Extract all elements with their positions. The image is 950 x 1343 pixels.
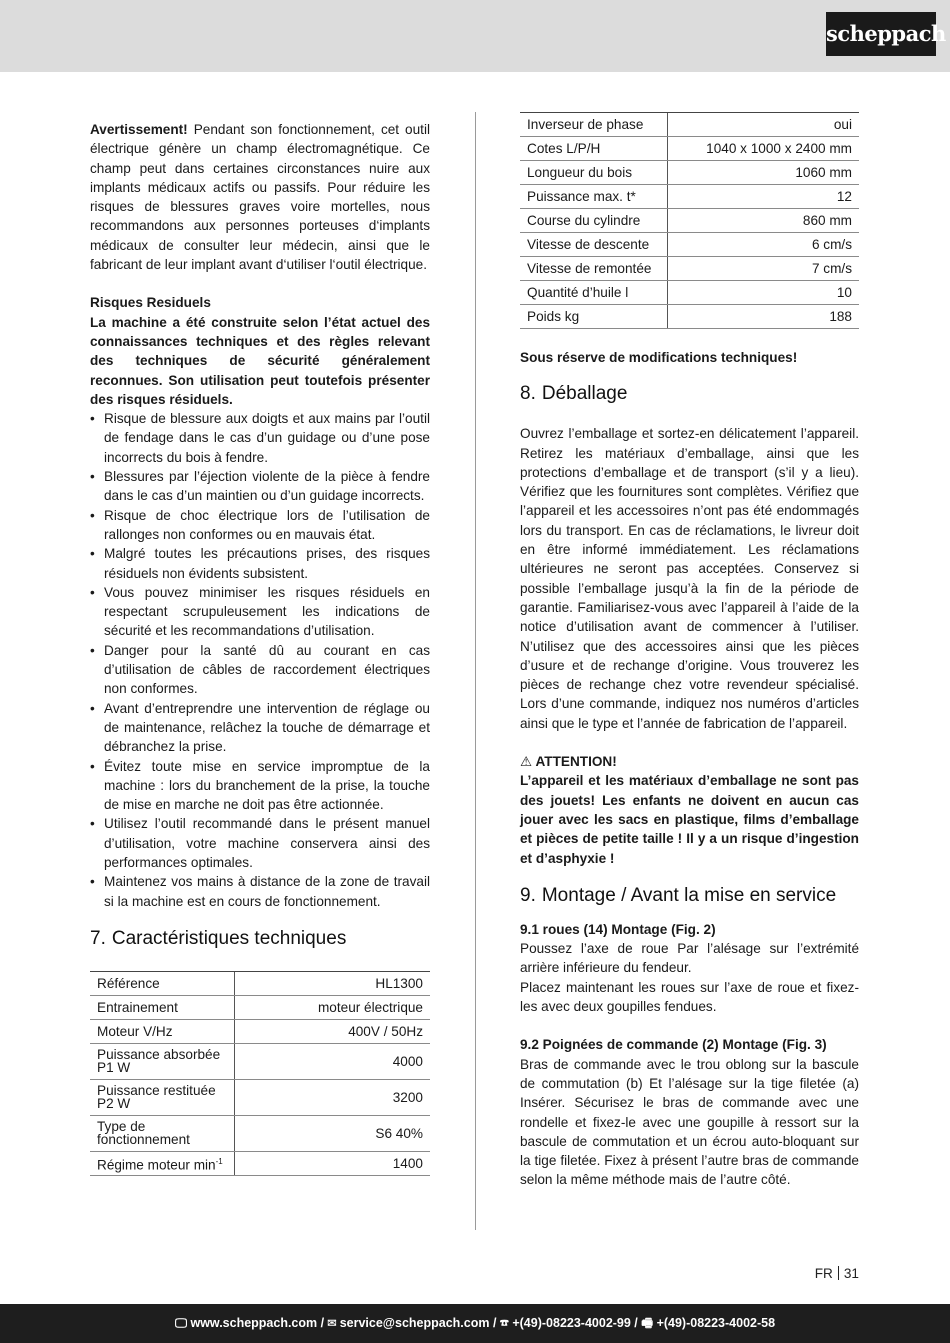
warning-triangle-icon: ⚠ bbox=[520, 754, 533, 770]
residual-list bbox=[90, 409, 430, 911]
speed-label: Régime moteur min bbox=[97, 1157, 216, 1173]
phone-icon: ☎ bbox=[499, 1316, 509, 1330]
footer-fax: +(49)-08223-4002-58 bbox=[656, 1316, 776, 1330]
column-divider bbox=[475, 112, 476, 1230]
table-row bbox=[90, 1151, 430, 1175]
table-row bbox=[520, 305, 859, 329]
page-lang: FR bbox=[814, 1266, 833, 1281]
header-bar bbox=[0, 0, 950, 72]
footer-web: www.scheppach.com / bbox=[190, 1316, 325, 1330]
list-item: • Risque de blessure aux doigts et aux mains par l’outil de fendage dans le cas d’un guidage ou d’une pose incorrects du bois à fendre. bbox=[90, 409, 430, 467]
spec-label: Type de fonctionnement bbox=[90, 1115, 235, 1151]
spec-label: Entrainement bbox=[90, 995, 235, 1019]
spec-value: 12 bbox=[668, 185, 860, 209]
attention-text: L’appareil et les matériaux d’emballage ne sont pas des jouets! Les enfants ne doivent en aucun cas jouer avec les sacs en plastique, films d’emballage et pièces de petite taille ! Il y a un risque d’ingestion et d’asphyxie ! bbox=[520, 773, 859, 866]
subsection-9-2-title: 9.2 Poignées de commande (2) Montage (Fig. 3) bbox=[520, 1037, 827, 1053]
envelope-icon: ✉ bbox=[327, 1316, 337, 1330]
table-row bbox=[520, 233, 859, 257]
section-7-heading bbox=[90, 927, 430, 951]
residual-title: Risques Residuels bbox=[90, 295, 211, 311]
fax-icon: 🖷 bbox=[641, 1316, 654, 1330]
scheppach-logo: scheppach bbox=[826, 12, 936, 56]
spec-label: Longueur du bois bbox=[520, 161, 668, 185]
spec-value: HL1300 bbox=[235, 971, 431, 995]
page-separator bbox=[838, 1266, 839, 1280]
spec-value: 4000 bbox=[235, 1043, 431, 1079]
speed-sup: -1 bbox=[215, 1157, 223, 1167]
subsection-9-1-text-2: Placez maintenant les roues sur l’axe de roue et fixez-les avec deux goupilles fendues. bbox=[520, 979, 859, 1015]
attention-title: ATTENTION! bbox=[535, 754, 617, 770]
spec-label: Moteur V/Hz bbox=[90, 1019, 235, 1043]
spec-value: 3200 bbox=[235, 1079, 431, 1115]
section-9-number: 9. bbox=[520, 884, 536, 906]
spec-label: Poids kg bbox=[520, 305, 668, 329]
spec-label: Puissance restituée P2 W bbox=[90, 1079, 235, 1115]
spec-value: 10 bbox=[668, 281, 860, 305]
spec-value: 6 cm/s bbox=[668, 233, 860, 257]
spec-label: Inverseur de phase bbox=[520, 113, 668, 137]
list-item: • Danger pour la santé dû au courant en cas d’utilisation de câbles de raccordement électriques non conformes. bbox=[90, 641, 430, 699]
spec-table-right bbox=[520, 112, 859, 329]
list-item: • Malgré toutes les précautions prises, des risques résiduels non évidents subsistent. bbox=[90, 544, 430, 583]
table-row bbox=[520, 137, 859, 161]
table-row bbox=[520, 113, 859, 137]
spec-value: S6 40% bbox=[235, 1115, 431, 1151]
spec-label bbox=[90, 1151, 235, 1175]
table-row bbox=[520, 281, 859, 305]
section-8-title: Déballage bbox=[541, 383, 628, 405]
table-row bbox=[90, 971, 430, 995]
spec-label: Course du cylindre bbox=[520, 209, 668, 233]
list-item: • Maintenez vos mains à distance de la zone de travail si la machine est en cours de fonctionnement. bbox=[90, 872, 430, 911]
spec-value: 400V / 50Hz bbox=[235, 1019, 431, 1043]
spec-value: oui bbox=[668, 113, 860, 137]
page-num: 31 bbox=[843, 1266, 859, 1281]
spec-table-left bbox=[90, 971, 430, 1176]
table-row bbox=[520, 185, 859, 209]
list-item: • Évitez toute mise en service impromptue de la machine : lors du branchement de la prise, la touche de mise en marche ne doit pas être actionnée. bbox=[90, 757, 430, 815]
unpack-paragraph: Ouvrez l’emballage et sortez-en délicatement l’appareil. Retirez les matériaux d’emballage, ainsi que les protections d’emballage et de transport (s’il y a lieu). Vérifiez que les fournitures sont complètes. Vérifiez que l’appareil et les accessoires n’ont pas été endommagés lors du transport. En cas de réclamations, le livreur doit en être informé immédiatement. Les réclamations ultérieures ne seront pas acceptées. Conservez si possible l’emballage jusqu’à la fin de la période de garantie. Familiarisez-vous avec l’appareil à l’aide de la notice d’utilisation avant de commencer à l’utiliser. N’utilisez que des accessoires ainsi que les pièces d’usure et de rechange d’origine. Vous trouverez les pièces de rechange chez votre revendeur spécialisé. Lors d’une commande, indiquez nos numéros d’articles ainsi que le type et l’année de fabrication de l’appareil. bbox=[520, 426, 859, 731]
spec-label: Puissance max. t* bbox=[520, 185, 668, 209]
table-row bbox=[520, 257, 859, 281]
spec-label: Référence bbox=[90, 971, 235, 995]
table-row bbox=[520, 161, 859, 185]
list-item: • Blessures par l’éjection violente de la pièce à fendre dans le cas d’un maintien ou d’un guidage incorrects. bbox=[90, 467, 430, 506]
spec-value: 7 cm/s bbox=[668, 257, 860, 281]
list-item: • Avant d’entreprendre une intervention de réglage ou de maintenance, relâchez la touche de démarrage et débranchez la prise. bbox=[90, 699, 430, 757]
left-column bbox=[90, 120, 430, 1176]
section-8-heading bbox=[520, 382, 859, 406]
page-number bbox=[815, 1266, 859, 1281]
spec-label: Quantité d’huile l bbox=[520, 281, 668, 305]
attention-title-line bbox=[520, 752, 859, 771]
footer-bar bbox=[0, 1304, 950, 1343]
spec-value: 1040 x 1000 x 2400 mm bbox=[668, 137, 860, 161]
table-row bbox=[90, 995, 430, 1019]
subsection-9-1-title: 9.1 roues (14) Montage (Fig. 2) bbox=[520, 921, 716, 937]
spec-label: Puissance absorbée P1 W bbox=[90, 1043, 235, 1079]
footer-email: service@scheppach.com / bbox=[339, 1316, 497, 1330]
section-9-title: Montage / Avant la mise en service bbox=[541, 884, 837, 906]
spec-label: Vitesse de descente bbox=[520, 233, 668, 257]
footer-phone: +(49)-08223-4002-99 / bbox=[512, 1316, 638, 1330]
warning-title: Avertissement! bbox=[90, 122, 188, 137]
spec-label: Cotes L/P/H bbox=[520, 137, 668, 161]
section-8-number: 8. bbox=[520, 383, 536, 405]
right-column bbox=[520, 112, 859, 1190]
reserve-note: Sous réserve de modifications techniques! bbox=[520, 350, 798, 365]
section-7-number: 7. bbox=[90, 927, 106, 949]
table-row bbox=[90, 1115, 430, 1151]
section-9-heading bbox=[520, 884, 859, 908]
residual-intro: La machine a été construite selon l’état actuel des connaissances techniques et des règles relevant des techniques de sécurité généralement reconnues. Son utilisation peut toutefois présenter des risques résiduels. bbox=[90, 314, 430, 407]
spec-value: 860 mm bbox=[668, 209, 860, 233]
warning-text: Pendant son fonctionnement, cet outil électrique génère un champ électromagnétique. Ce champ peut dans certaines circonstances nuire aux implants médicaux actifs ou passifs. Pour réduire les risques de blessures graves voire mortelles, nous recommandons aux personnes porteuses d‘implants médicaux de consulter leur médecin, ainsi que le fabricant de leur implant avant d‘utiliser l‘outil électrique. bbox=[90, 122, 430, 273]
spec-value: moteur électrique bbox=[235, 995, 431, 1019]
table-row bbox=[520, 209, 859, 233]
warning-paragraph bbox=[90, 120, 430, 274]
spec-value: 1400 bbox=[235, 1151, 431, 1175]
spec-label: Vitesse de remontée bbox=[520, 257, 668, 281]
computer-icon: 🖵 bbox=[174, 1316, 187, 1330]
subsection-9-2-text: Bras de commande avec le trou oblong sur la bascule de commutation (b) Et l’alésage sur la tige filetée (a) Insérer. Sécurisez le bras de commande avec une rondelle et fixez-le avec une goupille à ressort sur la bascule de commutation et un écrou auto-bloquant sur la tige filetée. Fixez à présent l’autre bras de commande selon la même méthode mais de l’autre côté. bbox=[520, 1056, 859, 1188]
section-7-title: Caractéristiques techniques bbox=[111, 927, 347, 949]
table-row bbox=[90, 1019, 430, 1043]
list-item: • Utilisez l’outil recommandé dans le présent manuel d’utilisation, votre machine conservera ainsi des performances optimales. bbox=[90, 814, 430, 872]
spec-value: 188 bbox=[668, 305, 860, 329]
spec-value: 1060 mm bbox=[668, 161, 860, 185]
subsection-9-1-text: Poussez l’axe de roue Par l’alésage sur l’extrémité arrière inférieure du fendeur. bbox=[520, 941, 859, 976]
table-row bbox=[90, 1079, 430, 1115]
list-item: • Vous pouvez minimiser les risques résiduels en respectant scrupuleusement les indications de sécurité et les recommandations d’utilisation. bbox=[90, 583, 430, 641]
list-item: • Risque de choc électrique lors de l’utilisation de rallonges non conformes ou en mauvais état. bbox=[90, 506, 430, 545]
table-row bbox=[90, 1043, 430, 1079]
